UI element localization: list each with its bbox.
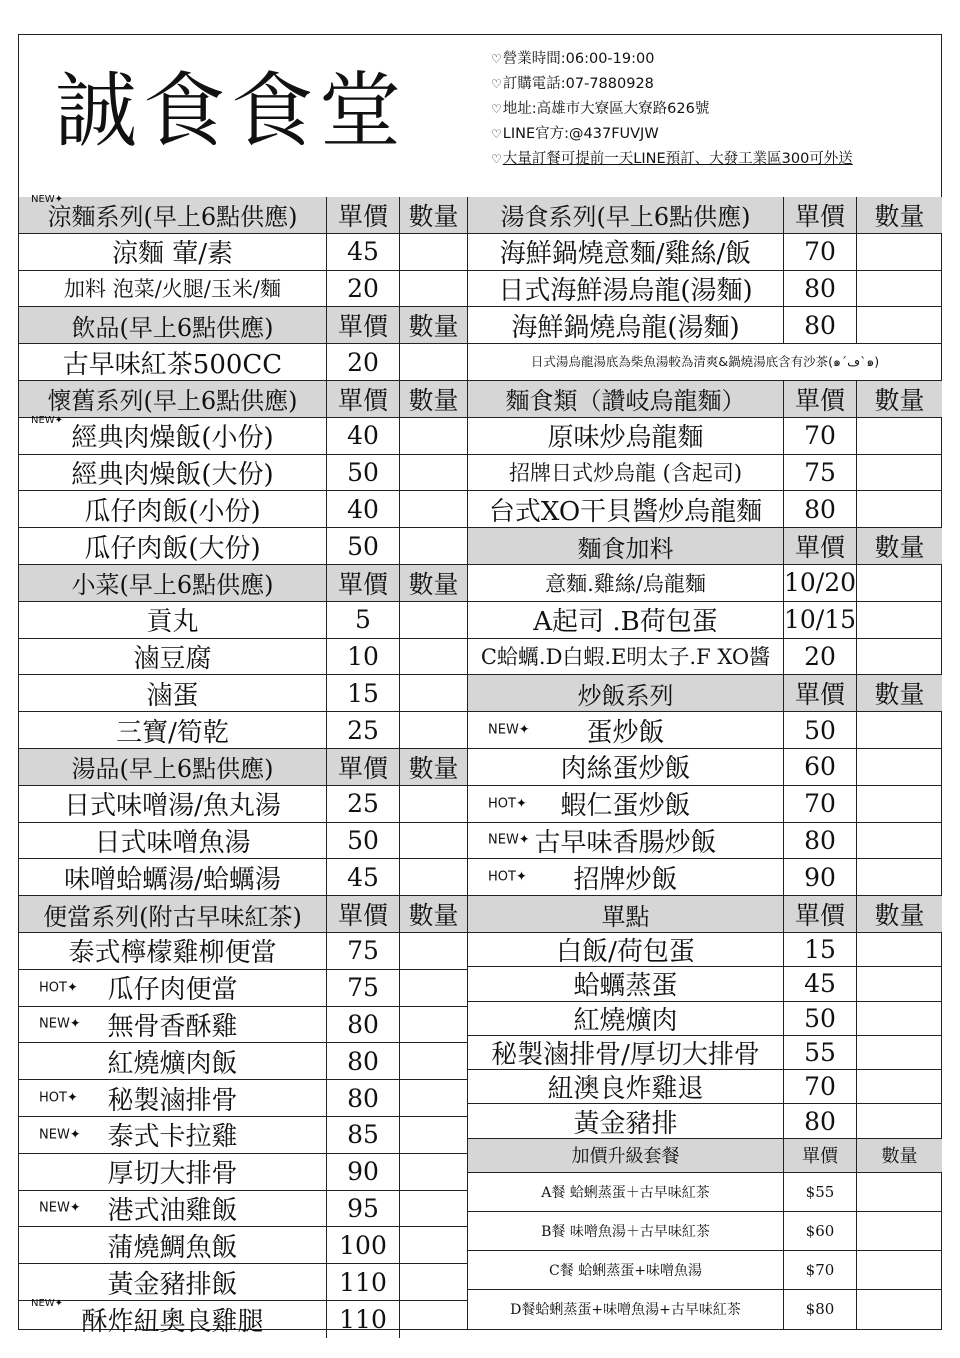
left-column (19, 194, 467, 1338)
section-header (468, 197, 942, 234)
shop-name: 誠食食堂 (55, 64, 408, 159)
item-price: 50 (783, 712, 856, 748)
item-price: 80 (783, 491, 856, 527)
menu-item-row (468, 933, 942, 967)
item-price: 90 (326, 1154, 399, 1190)
item-name: 滷蛋 (146, 680, 199, 711)
item-price: 40 (326, 418, 399, 454)
item-name: 無骨香酥雞 (107, 1011, 238, 1042)
item-price: 55 (783, 1036, 856, 1069)
item-price: 80 (326, 1080, 399, 1116)
item-name: 秘製滷排骨 (107, 1085, 238, 1116)
section-title: 單點 (601, 902, 650, 931)
item-qty (399, 933, 467, 969)
section-title: 麵食加料 (577, 534, 674, 563)
menu-item-row (19, 859, 467, 896)
item-price: 80 (783, 271, 856, 307)
item-qty (399, 1080, 467, 1116)
item-qty (399, 1007, 467, 1043)
menu-item-row (468, 455, 942, 492)
item-qty (856, 933, 942, 966)
item-qty (856, 1104, 942, 1137)
info-line: ♡大量訂餐可提前一天LINE預訂、大發工業區300可外送 (491, 151, 853, 167)
info-line: ♡訂購電話:07-7880928 (491, 76, 654, 92)
item-qty (856, 234, 942, 270)
item-price: 80 (326, 1007, 399, 1043)
item-qty (856, 786, 942, 822)
item-name: 古早味紅茶500CC (62, 349, 283, 380)
item-name: 泰式卡拉雞 (107, 1122, 238, 1153)
soup-note-row (468, 344, 942, 381)
item-name: C餐 蛤蜊蒸蛋+味噌魚湯 (549, 1262, 702, 1279)
item-price: 75 (783, 455, 856, 491)
menu-item-row (468, 1251, 942, 1290)
item-qty (399, 602, 467, 638)
heart-icon: ♡ (491, 77, 502, 91)
section-title: 麵食類（讚岐烏龍麵） (505, 387, 746, 416)
price-header: 單價 (783, 675, 856, 711)
item-price: 110 (326, 1301, 399, 1338)
price-header: 單價 (783, 528, 856, 564)
price-header: 單價 (783, 197, 856, 233)
price-header: 單價 (326, 896, 399, 932)
item-qty (399, 1191, 467, 1227)
price-header: 單價 (783, 1139, 856, 1172)
menu-item-row (19, 271, 467, 308)
item-price: 60 (783, 749, 856, 785)
item-qty (856, 859, 942, 895)
soup-note: 日式湯烏龍湯底為柴魚湯較為清爽&鍋燒湯底含有沙茶(๑´ڡ`๑) (530, 354, 880, 370)
menu-item-row (19, 639, 467, 676)
price-header: 單價 (326, 381, 399, 417)
item-price: 70 (783, 786, 856, 822)
item-name: B餐 味噌魚湯＋古早味紅茶 (541, 1223, 710, 1240)
qty-header: 數量 (856, 528, 942, 564)
item-price: $60 (783, 1212, 856, 1250)
item-price: 80 (783, 307, 856, 343)
menu-item-row (19, 1117, 467, 1154)
qty-header: 數量 (399, 749, 467, 785)
section-title: 懷舊系列(早上6點供應) (47, 387, 298, 416)
menu-item-row (19, 933, 467, 970)
item-price: 75 (326, 970, 399, 1006)
menu-item-row (468, 1002, 942, 1036)
right-column (467, 197, 942, 1329)
menu-item-row (19, 712, 467, 749)
item-qty (399, 1154, 467, 1190)
item-qty (399, 1227, 467, 1263)
price-header: 單價 (326, 565, 399, 601)
menu-item-row (19, 491, 467, 528)
item-name: 原味炒烏龍麵 (547, 423, 704, 454)
item-price: 15 (326, 675, 399, 711)
item-price: 85 (326, 1117, 399, 1153)
item-qty (399, 639, 467, 675)
menu-item-row (468, 712, 942, 749)
menu-item-row (19, 675, 467, 712)
item-name: 加料 泡菜/火腿/玉米/麵 (64, 277, 281, 302)
item-qty (856, 1212, 942, 1250)
item-qty (399, 823, 467, 859)
menu-item-row (468, 234, 942, 271)
item-name: 紅燒爌肉 (573, 1005, 678, 1035)
item-price: 50 (326, 528, 399, 564)
item-name: 日式味噌魚湯 (94, 827, 251, 858)
item-name: A餐 蛤蜊蒸蛋＋古早味紅茶 (541, 1184, 710, 1201)
section-title: 加價升級套餐 (571, 1146, 680, 1168)
item-qty (856, 271, 942, 307)
badge-label: NEW✦ (488, 722, 530, 738)
menu-item-row (468, 1070, 942, 1104)
item-name: 蒲燒鯛魚飯 (107, 1232, 238, 1263)
section-header (468, 896, 942, 933)
item-name: 蛋炒飯 (586, 717, 665, 748)
item-name: 瓜仔肉便當 (107, 975, 238, 1006)
badge-label: HOT✦ (39, 1090, 78, 1106)
section-title: 便當系列(附古早味紅茶) (43, 902, 302, 931)
item-price: 80 (326, 1043, 399, 1079)
badge-label: HOT✦ (488, 869, 527, 885)
item-qty (399, 418, 467, 454)
item-price: 45 (326, 859, 399, 895)
item-name: 貢丸 (146, 607, 199, 638)
menu-item-row (19, 823, 467, 860)
section-header (468, 1139, 942, 1173)
section-title: 小菜(早上6點供應) (71, 571, 274, 600)
menu-item-row (468, 749, 942, 786)
badge-label: NEW✦ (31, 1297, 64, 1309)
item-name: 日式海鮮湯烏龍(湯麵) (498, 276, 753, 306)
qty-header: 數量 (856, 675, 942, 711)
item-name: 酥炸紐奧良雞腿 (81, 1306, 264, 1337)
item-name: 海鮮鍋燒意麵/雞絲/飯 (499, 239, 752, 270)
item-name: 意麵.雞絲/烏龍麵 (545, 571, 706, 596)
menu-item-row (468, 1212, 942, 1251)
badge-label: HOT✦ (39, 980, 78, 996)
badge-label: NEW✦ (31, 194, 64, 205)
item-price: $70 (783, 1251, 856, 1289)
menu-item-row (19, 970, 467, 1007)
section-title: 湯品(早上6點供應) (71, 755, 274, 784)
section-header (19, 749, 467, 786)
price-header: 單價 (326, 749, 399, 785)
item-name: 招牌炒飯 (573, 864, 678, 895)
item-price: 20 (783, 639, 856, 675)
item-qty (399, 859, 467, 895)
qty-header: 數量 (399, 197, 467, 233)
item-name: C蛤蠣.D白蝦.E明太子.F XO醬 (480, 645, 771, 670)
section-header (468, 528, 942, 565)
item-name: 紐澳良炸雞退 (547, 1074, 704, 1104)
qty-header: 數量 (399, 307, 467, 343)
item-price: 45 (326, 234, 399, 270)
info-line: ♡營業時間:06:00-19:00 (491, 51, 655, 67)
menu-item-row (468, 859, 942, 896)
section-header (19, 381, 467, 418)
qty-header: 數量 (399, 381, 467, 417)
item-price: 10/20 (783, 565, 856, 601)
menu-item-row (19, 1227, 467, 1264)
item-name: 滷豆腐 (133, 643, 212, 674)
item-name: 紅燒爌肉飯 (107, 1048, 238, 1079)
qty-header: 數量 (856, 197, 942, 233)
item-price: 20 (326, 271, 399, 307)
item-name: 經典肉燥飯(大份) (71, 459, 274, 490)
section-header (468, 675, 942, 712)
item-price: $80 (783, 1290, 856, 1329)
item-qty (399, 344, 467, 380)
price-header: 單價 (783, 896, 856, 932)
item-qty (856, 1002, 942, 1035)
shop-info (491, 47, 853, 172)
item-name: 古早味香腸炒飯 (534, 827, 717, 858)
item-qty (856, 712, 942, 748)
price-header: 單價 (326, 307, 399, 343)
qty-header: 數量 (399, 565, 467, 601)
item-name: 台式XO干貝醬炒烏龍麵 (488, 496, 763, 527)
item-name: A起司 .B荷包蛋 (533, 607, 718, 638)
menu-item-row (19, 602, 467, 639)
item-qty (399, 786, 467, 822)
item-name: D餐蛤蜊蒸蛋+味噌魚湯+古早味紅茶 (510, 1302, 741, 1319)
item-price: 5 (326, 602, 399, 638)
price-header: 單價 (783, 381, 856, 417)
item-price: 50 (326, 455, 399, 491)
menu-item-row (468, 491, 942, 528)
item-qty (856, 1251, 942, 1289)
menu-item-row (468, 639, 942, 676)
menu-item-row (468, 823, 942, 860)
item-qty (856, 1290, 942, 1329)
item-name: 黃金豬排飯 (107, 1269, 238, 1300)
menu-item-row (468, 602, 942, 639)
item-qty (856, 639, 942, 675)
item-price: 80 (783, 823, 856, 859)
menu-item-row (19, 1191, 467, 1228)
info-line: ♡地址:高雄市大寮區大寮路626號 (491, 101, 710, 117)
item-name: 白飯/荷包蛋 (556, 937, 695, 967)
item-price: 80 (783, 1104, 856, 1137)
heart-icon: ♡ (491, 102, 502, 116)
menu-item-row (468, 418, 942, 455)
section-title: 飲品(早上6點供應) (71, 313, 274, 342)
item-qty (856, 823, 942, 859)
price-header: 單價 (326, 197, 399, 233)
item-qty (399, 970, 467, 1006)
item-qty (399, 1301, 467, 1338)
menu-item-row (19, 234, 467, 271)
heart-icon: ♡ (491, 127, 502, 141)
badge-label: NEW✦ (39, 1127, 81, 1143)
menu-item-row (19, 344, 467, 381)
item-qty (399, 491, 467, 527)
item-name: 涼麵 葷/素 (111, 239, 234, 270)
item-name: 瓜仔肉飯(大份) (84, 533, 261, 564)
item-name: 海鮮鍋燒烏龍(湯麵) (511, 312, 740, 343)
item-price: 15 (783, 933, 856, 966)
item-qty (856, 1173, 942, 1211)
badge-label: NEW✦ (488, 832, 530, 848)
item-price: 75 (326, 933, 399, 969)
item-name: 蛤蠣蒸蛋 (573, 971, 678, 1001)
item-qty (399, 455, 467, 491)
section-header (19, 565, 467, 602)
item-price: 50 (326, 823, 399, 859)
info-line: ♡LINE官方:@437FUVJW (491, 126, 659, 142)
section-title: 炒飯系列 (577, 681, 674, 710)
item-qty (399, 528, 467, 564)
item-qty (399, 712, 467, 748)
menu-item-row (468, 1290, 942, 1329)
menu-item-row (468, 786, 942, 823)
menu-item-row (19, 1297, 467, 1338)
menu-item-row (19, 1043, 467, 1080)
menu-item-row (19, 528, 467, 565)
item-price: 50 (783, 1002, 856, 1035)
qty-header: 數量 (399, 896, 467, 932)
item-qty (399, 271, 467, 307)
badge-label: NEW✦ (39, 1016, 81, 1032)
menu-item-row (19, 1080, 467, 1117)
item-qty (856, 307, 942, 343)
section-header (19, 194, 467, 234)
item-price: 25 (326, 786, 399, 822)
qty-header: 數量 (856, 1139, 942, 1172)
menu-item-row (468, 1036, 942, 1070)
menu-item-row (468, 967, 942, 1001)
item-price: 110 (326, 1264, 399, 1300)
menu-item-row (468, 1173, 942, 1212)
item-qty (856, 602, 942, 638)
item-qty (399, 234, 467, 270)
menu-item-row (468, 1104, 942, 1138)
qty-header: 數量 (856, 381, 942, 417)
menu-item-row (19, 786, 467, 823)
item-qty (856, 1070, 942, 1103)
item-name: 瓜仔肉飯(小份) (84, 496, 261, 527)
item-qty (856, 749, 942, 785)
item-price: 20 (326, 344, 399, 380)
item-name: 肉絲蛋炒飯 (560, 754, 691, 785)
qty-header: 數量 (856, 896, 942, 932)
menu-item-row (19, 414, 467, 455)
heart-icon: ♡ (491, 152, 502, 166)
item-price: 10 (326, 639, 399, 675)
item-name: 味噌蛤蠣湯/蛤蠣湯 (64, 864, 281, 895)
item-qty (856, 565, 942, 601)
menu-header (19, 35, 941, 198)
item-price: 90 (783, 859, 856, 895)
section-title: 涼麵系列(早上6點供應) (47, 203, 298, 232)
item-price: 70 (783, 1070, 856, 1103)
badge-label: HOT✦ (488, 796, 527, 812)
item-qty (399, 1264, 467, 1300)
item-price: 70 (783, 418, 856, 454)
section-header (19, 307, 467, 344)
item-name: 招牌日式炒烏龍 (含起司) (508, 461, 743, 486)
menu-item-row (19, 455, 467, 492)
menu-item-row (19, 1154, 467, 1191)
item-name: 三寶/筍乾 (116, 717, 229, 748)
badge-label: NEW✦ (31, 414, 64, 426)
item-price: 70 (783, 234, 856, 270)
item-price: $55 (783, 1173, 856, 1211)
item-price: 100 (326, 1227, 399, 1263)
heart-icon: ♡ (491, 52, 502, 66)
item-qty (399, 675, 467, 711)
item-name: 泰式檸檬雞柳便當 (68, 938, 277, 969)
item-name: 日式味噌湯/魚丸湯 (64, 791, 281, 822)
item-qty (856, 418, 942, 454)
item-qty (856, 455, 942, 491)
menu-item-row (468, 307, 942, 344)
item-qty (856, 491, 942, 527)
item-price: 95 (326, 1191, 399, 1227)
badge-label: NEW✦ (39, 1200, 81, 1216)
section-title: 湯食系列(早上6點供應) (500, 203, 751, 232)
item-name: 秘製滷排骨/厚切大排骨 (491, 1039, 760, 1070)
menu-item-row (468, 271, 942, 308)
menu-sheet (18, 34, 942, 1337)
item-price: 45 (783, 967, 856, 1000)
section-header (468, 381, 942, 418)
item-name: 黃金豬排 (573, 1108, 678, 1138)
item-name: 經典肉燥飯(小份) (71, 423, 274, 454)
item-qty (856, 967, 942, 1000)
section-header (19, 896, 467, 933)
item-price: 25 (326, 712, 399, 748)
item-name: 厚切大排骨 (107, 1159, 238, 1190)
item-qty (399, 1117, 467, 1153)
item-price: 40 (326, 491, 399, 527)
item-price: 10/15 (783, 602, 856, 638)
menu-item-row (19, 1007, 467, 1044)
item-name: 港式油雞飯 (107, 1195, 238, 1226)
item-name: 蝦仁蛋炒飯 (560, 791, 691, 822)
menu-item-row (19, 1264, 467, 1301)
item-qty (399, 1043, 467, 1079)
menu-item-row (468, 565, 942, 602)
item-qty (856, 1036, 942, 1069)
